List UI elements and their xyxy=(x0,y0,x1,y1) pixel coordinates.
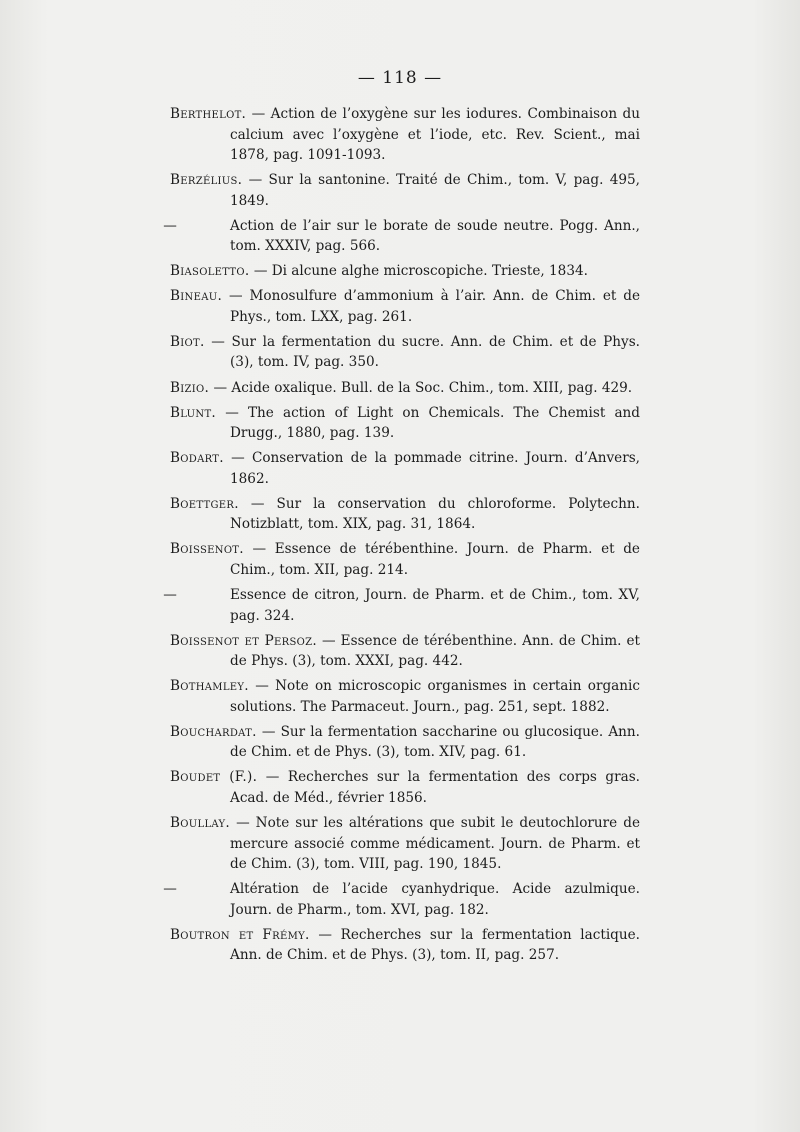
entry-text: — Sur la fermentation du sucre. Ann. de Chim. et de Phys. (3), tom. IV, pag. 350. xyxy=(211,333,640,371)
bibliography-entry xyxy=(170,722,640,763)
bibliography-entry xyxy=(170,539,640,580)
bibliography-entry xyxy=(170,332,640,373)
entry-text: Essence de citron, Journ. de Pharm. et de Chim., tom. XV, pag. 324. xyxy=(230,587,640,624)
entry-author: Bodart. xyxy=(170,450,224,467)
entry-author: Bizio. xyxy=(170,379,210,396)
bibliography-list xyxy=(163,104,641,970)
entry-text: — Essence de térébenthine. Ann. de Chim. et de Phys. (3), tom. XXXI, pag. 442. xyxy=(230,632,640,670)
entry-author: Boissenot et Persoz. xyxy=(170,632,317,649)
bibliography-entry xyxy=(170,403,640,444)
entry-author: Biot. xyxy=(170,333,205,350)
entry-text: — Sur la fermentation saccharine ou glucosique. Ann. de Chim. et de Phys. (3), tom. XIV, pag. 61. xyxy=(230,723,640,761)
entry-text: — Acide oxalique. Bull. de la Soc. Chim., tom. XIII, pag. 429. xyxy=(213,379,633,396)
bibliography-entry xyxy=(170,170,640,211)
bibliography-entry xyxy=(170,767,640,808)
entry-author: Bothamley. xyxy=(170,678,249,695)
bibliography-entry xyxy=(170,631,640,672)
entry-author: Boissenot. xyxy=(170,541,244,558)
bibliography-entry xyxy=(170,286,640,327)
bibliography-entry xyxy=(163,216,640,257)
entry-text: — Di alcune alghe microscopiche. Trieste, 1834. xyxy=(253,263,588,280)
bibliography-entry xyxy=(170,676,640,717)
entry-author-ditto: — xyxy=(163,881,177,898)
entry-text: — Recherches sur la fermentation lactique. Ann. de Chim. et de Phys. (3), tom. II, pag. 257. xyxy=(230,926,640,964)
entry-text: Action de l’air sur le borate de soude neutre. Pogg. Ann., tom. XXXIV, pag. 566. xyxy=(230,217,640,255)
entry-text: — Conservation de la pommade citrine. Journ. d’Anvers, 1862. xyxy=(230,450,640,487)
entry-author: Berzélius. xyxy=(170,172,243,189)
entry-text: — Action de l’oxygène sur les iodures. Combinaison du calcium avec l’oxygène et l’iode, etc. Rev. Scient., mai 1878, pag. 1091-1093. xyxy=(230,106,640,163)
bibliography-entry xyxy=(170,378,640,399)
entry-text: — Essence de térébenthine. Journ. de Pharm. et de Chim., tom. XII, pag. 214. xyxy=(230,541,640,578)
entry-text: — Sur la conservation du chloroforme. Polytechn. Notizblatt, tom. XIX, pag. 31, 1864. xyxy=(230,495,640,533)
entry-text: — Recherches sur la fermentation des corps gras. Acad. de Méd., février 1856. xyxy=(230,769,640,806)
page-number: — 118 — xyxy=(357,68,443,88)
bibliography-entry xyxy=(163,879,640,920)
bibliography-entry xyxy=(163,585,640,626)
entry-author: Biasoletto. xyxy=(170,263,250,280)
bibliography-entry xyxy=(170,813,640,875)
entry-text: — Note on microscopic organismes in certain organic solutions. The Parmaceut. Journ., pag. 251, sept. 1882. xyxy=(230,678,641,715)
entry-author: Berthelot. xyxy=(170,106,247,122)
bibliography-entry xyxy=(170,448,640,489)
bibliography-entry xyxy=(170,261,640,282)
entry-text: — Sur la santonine. Traité de Chim., tom. V, pag. 495, 1849. xyxy=(230,172,640,209)
entry-author-ditto: — xyxy=(163,587,177,604)
entry-author: Boutron et Frémy. xyxy=(170,926,310,943)
entry-text: — Note sur les altérations que subit le deutochlorure de mercure associé comme médicament. Journ. de Pharm. et de Chim. (3), tom. VIII, pag. 190, 1845. xyxy=(230,815,640,872)
entry-author: Bouchardat. xyxy=(170,723,257,740)
entry-text: — Monosulfure d’ammonium à l’air. Ann. de Chim. et de Phys., tom. LXX, pag. 261. xyxy=(228,288,641,325)
bibliography-entry xyxy=(170,104,640,166)
entry-author-ditto: — xyxy=(163,217,177,234)
entry-text: — The action of Light on Chemicals. The Chemist and Drugg., 1880, pag. 139. xyxy=(225,404,641,442)
entry-author: Boettger. xyxy=(170,495,239,512)
entry-author: Boullay. xyxy=(170,815,231,831)
entry-author: Boudet (F.). xyxy=(170,769,258,786)
entry-author: Bineau. xyxy=(170,288,223,305)
entry-text: Altération de l’acide cyanhydrique. Acide azulmique. Journ. de Pharm., tom. XVI, pag. 182. xyxy=(230,881,640,918)
entry-author: Blunt. xyxy=(170,404,217,421)
bibliography-entry xyxy=(170,494,640,535)
bibliography-entry xyxy=(170,925,640,966)
